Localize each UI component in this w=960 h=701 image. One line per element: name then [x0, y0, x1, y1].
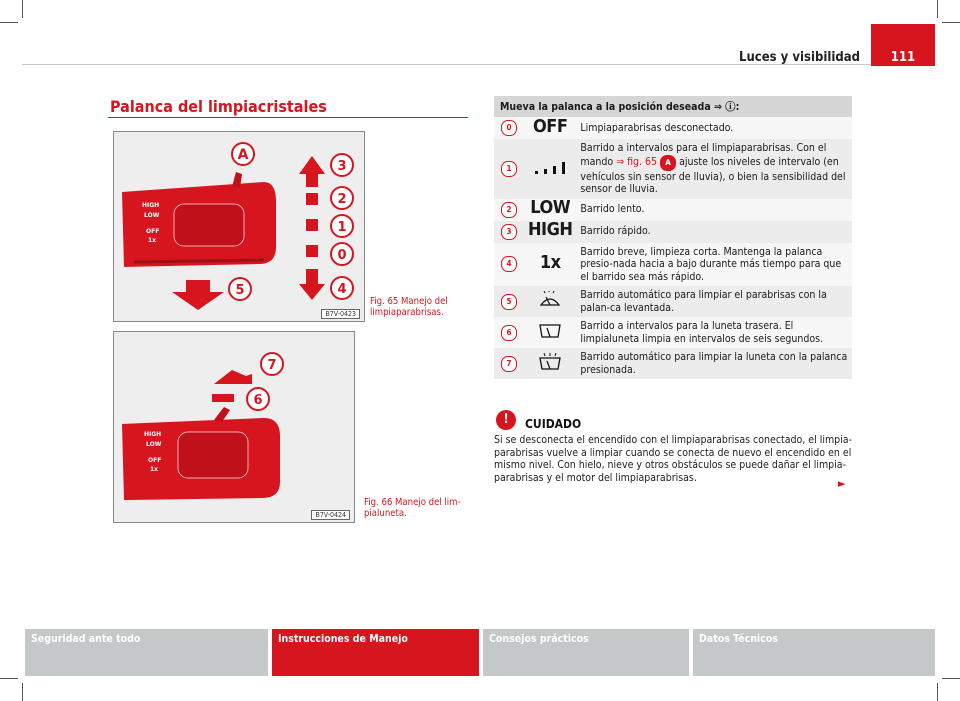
- position-number: 3: [501, 224, 517, 240]
- figure-code: B7V-0423: [321, 309, 360, 319]
- row-text: Barrido a intervalos para el limpiaparabrisas. Con el mando ⇒ fig. 65 A ajuste los niveles de intervalo (en vehículos sin sensor de lluvia), o bien la sensibilidad del sensor de lluvia.: [576, 139, 852, 199]
- figure-65: [113, 131, 365, 322]
- off-symbol: OFF: [533, 115, 568, 137]
- row-text: Barrido automático para limpiar el parabrisas con la palan-ca levantada.: [576, 286, 852, 317]
- crop-mark: [942, 22, 960, 23]
- windshield-wash-icon: [539, 291, 561, 309]
- position-number: 1: [501, 161, 517, 177]
- footer-tab-operating[interactable]: Instrucciones de Manejo: [272, 629, 479, 676]
- figure-reference-link[interactable]: ⇒ fig. 65: [616, 155, 658, 168]
- figure-66-caption: Fig. 66 Manejo del lim-pialuneta.: [364, 497, 461, 519]
- marker-6: 6: [253, 393, 263, 408]
- row-text: Limpiaparabrisas desconectado.: [576, 117, 852, 139]
- row-text: Barrido rápido.: [576, 221, 852, 243]
- rear-wiper-illustration: [114, 332, 354, 522]
- marker-7: 7: [267, 358, 277, 373]
- continue-arrow-icon: ►: [838, 477, 846, 490]
- rear-wiper-icon: [538, 323, 562, 339]
- caution-title: CUIDADO: [525, 417, 582, 431]
- footer-tab-safety[interactable]: Seguridad ante todo: [25, 629, 268, 676]
- footer-tab-technical[interactable]: Datos Técnicos: [693, 629, 935, 676]
- table-row: [494, 139, 852, 199]
- crop-mark: [22, 683, 23, 701]
- lever-label: 1x: [148, 237, 157, 244]
- rear-washer-icon: [538, 353, 562, 371]
- position-number: 2: [501, 202, 517, 218]
- row-text: Barrido breve, limpieza corta. Mantenga la palanca presio-nada hacia a bajo durante más tiempo para que el barrido sea más rápido.: [576, 243, 852, 287]
- lever-label: HIGH: [144, 431, 162, 438]
- table-header: Mueva la palanca a la posición deseada ⇒ ⓘ:: [494, 96, 852, 117]
- table-row: [494, 348, 852, 379]
- table-row: [494, 117, 852, 139]
- marker-A-badge: A: [660, 155, 676, 171]
- lever-label: LOW: [144, 212, 160, 219]
- section-rule: [108, 117, 468, 118]
- high-symbol: HIGH: [528, 219, 573, 241]
- lever-label: 1x: [150, 466, 159, 473]
- crop-mark: [942, 678, 960, 679]
- marker-0: 0: [337, 248, 347, 263]
- figure-code: B7V-0424: [311, 510, 350, 520]
- table-row: [494, 243, 852, 287]
- row-text: Barrido a intervalos para la luneta trasera. El limpialuneta limpia en intervalos de seis segundos.: [576, 317, 852, 348]
- position-number: 5: [501, 294, 517, 310]
- marker-2: 2: [337, 192, 347, 207]
- position-number: 4: [501, 256, 517, 272]
- crop-mark: [0, 22, 18, 23]
- row-text: Barrido lento.: [576, 199, 852, 221]
- running-title: Luces y visibilidad: [739, 50, 860, 65]
- table-row: [494, 317, 852, 348]
- position-number: 6: [501, 325, 517, 341]
- position-number: 7: [501, 356, 517, 372]
- marker-5: 5: [235, 283, 245, 298]
- single-wipe-symbol: 1x: [539, 252, 561, 273]
- row-text: Barrido automático para limpiar la luneta con la palanca presionada.: [576, 348, 852, 379]
- crop-mark: [22, 0, 23, 18]
- crop-mark: [0, 678, 18, 679]
- section-title: Palanca del limpiacristales: [110, 97, 327, 116]
- footer-tab-tips[interactable]: Consejos prácticos: [483, 629, 689, 676]
- caution-icon: !: [496, 410, 516, 430]
- marker-3: 3: [337, 159, 347, 174]
- low-symbol: LOW: [530, 197, 571, 219]
- lever-label: HIGH: [142, 202, 160, 209]
- marker-A: A: [237, 147, 249, 163]
- wiper-lever-illustration: [114, 132, 364, 321]
- position-table: [494, 96, 852, 379]
- table-row: [494, 221, 852, 243]
- position-number: 0: [501, 120, 517, 136]
- table-row: [494, 199, 852, 221]
- marker-1: 1: [337, 220, 347, 235]
- page-number: 111: [890, 50, 916, 65]
- table-row: [494, 286, 852, 317]
- lever-label: OFF: [146, 228, 160, 235]
- lever-label: OFF: [148, 457, 162, 464]
- crop-mark: [937, 0, 938, 18]
- figure-66: [113, 331, 355, 523]
- marker-4: 4: [337, 282, 347, 297]
- caution-text: Si se desconecta el encendido con el limpiaparabrisas conectado, el limpia-parabrisas vuelve a limpiar cuando se conecta de nuevo el encendido en el mismo nivel. Con hielo, nieve y otros obstáculos se puede dañar el limpia-parabrisas y el motor del limpiaparabrisas.: [494, 434, 852, 484]
- figure-65-caption: Fig. 65 Manejo del limpiaparabrisas.: [370, 296, 448, 318]
- interval-bars-icon: [533, 160, 567, 174]
- lever-label: LOW: [146, 441, 162, 448]
- crop-mark: [937, 683, 938, 701]
